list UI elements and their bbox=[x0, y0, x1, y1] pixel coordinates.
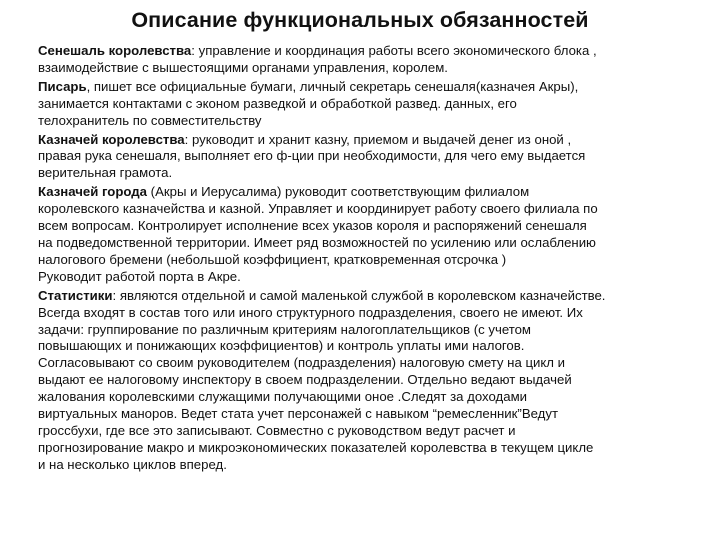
text-line: верительная грамота. bbox=[38, 165, 173, 181]
line-text: , пишет все официальные бумаги, личный секретарь сенешаля(казначея Акры), bbox=[86, 78, 579, 94]
line-text: : руководит и хранит казну, приемом и выдачей денег из оной , bbox=[184, 131, 572, 147]
text-line: выдают ее налоговому инспектору в своем подразделении. Отдельно ведают выдачей bbox=[38, 372, 572, 388]
text-line: и на несколько циклов вперед. bbox=[38, 456, 227, 472]
text-line: виртуальных маноров. Ведет стата учет персонажей с навыком “ремесленник”Ведут bbox=[38, 406, 558, 422]
paragraph-city-treasurer bbox=[38, 184, 706, 285]
paragraph-scribe bbox=[38, 79, 706, 130]
text-line: правая рука сенешаля, выполняет его ф-ции при необходимости, для чего ему выдается bbox=[38, 148, 586, 164]
role-term: Статистики bbox=[38, 287, 113, 303]
text-line bbox=[38, 288, 706, 305]
text-line bbox=[38, 79, 706, 96]
text-line: жалования королевскими служащими получающими оное .Следят за доходами bbox=[38, 389, 527, 405]
text-line bbox=[38, 184, 706, 201]
content-body bbox=[38, 43, 706, 476]
text-line: Согласовывают со своим руководителем (подразделения) налоговую смету на цикл и bbox=[38, 355, 566, 371]
role-term: Казначей королевства bbox=[38, 131, 185, 147]
text-line: взаимодействие с вышестоящими органами управления, королем. bbox=[38, 59, 448, 75]
role-term: Писарь bbox=[38, 78, 87, 94]
text-line: телохранитель по совместительству bbox=[38, 112, 262, 128]
text-line: налогового бремени (небольшой коэффициент, кратковременная отсрочка ) bbox=[38, 251, 507, 267]
role-term: Сенешаль королевства bbox=[38, 43, 192, 58]
paragraph-kingdom-treasurer bbox=[38, 132, 706, 183]
text-line: Всегда входят в состав того или иного структурного подразделения, своего не имеют. Их bbox=[38, 304, 583, 320]
text-line: на подведомственной территории. Имеет ряд возможностей по усилению или ослаблению bbox=[38, 234, 596, 250]
line-text: (Акры и Иерусалима) руководит соответствующим филиалом bbox=[147, 184, 530, 200]
role-term: Казначей города bbox=[38, 184, 148, 200]
text-line: прогнозирование макро и микроэкономических показателей королевства в текущем цикле bbox=[38, 439, 594, 455]
text-line bbox=[38, 43, 706, 60]
text-line: занимается контактами с эконом разведкой и обработкой развед. данных, его bbox=[38, 95, 517, 111]
text-line: гроссбухи, где все это записывают. Совместно с руководством ведут расчет и bbox=[38, 422, 516, 438]
paragraph-statisticians bbox=[38, 288, 706, 474]
text-line bbox=[38, 132, 706, 149]
line-text: : управление и координация работы всего экономического блока , bbox=[191, 43, 597, 58]
text-line: Руководит работой порта в Акре. bbox=[38, 268, 241, 284]
text-line: королевского казначейства и казной. Управляет и координирует работу своего филиала по bbox=[38, 201, 598, 217]
line-text: : являются отдельной и самой маленькой службой в королевском казначействе. bbox=[112, 287, 606, 303]
text-line: всем вопросам. Контролирует исполнение всех указов короля и распоряжений сенешаля bbox=[38, 218, 587, 234]
paragraph-seneschal bbox=[38, 43, 706, 77]
page-title: Описание функциональных обязанностей bbox=[131, 8, 589, 32]
text-line: задачи: группирование по различным критериям налогоплательщиков (с учетом bbox=[38, 321, 532, 337]
text-line: повышающих и понижающих коэффициентов) и контроль уплаты ими налогов. bbox=[38, 338, 525, 354]
